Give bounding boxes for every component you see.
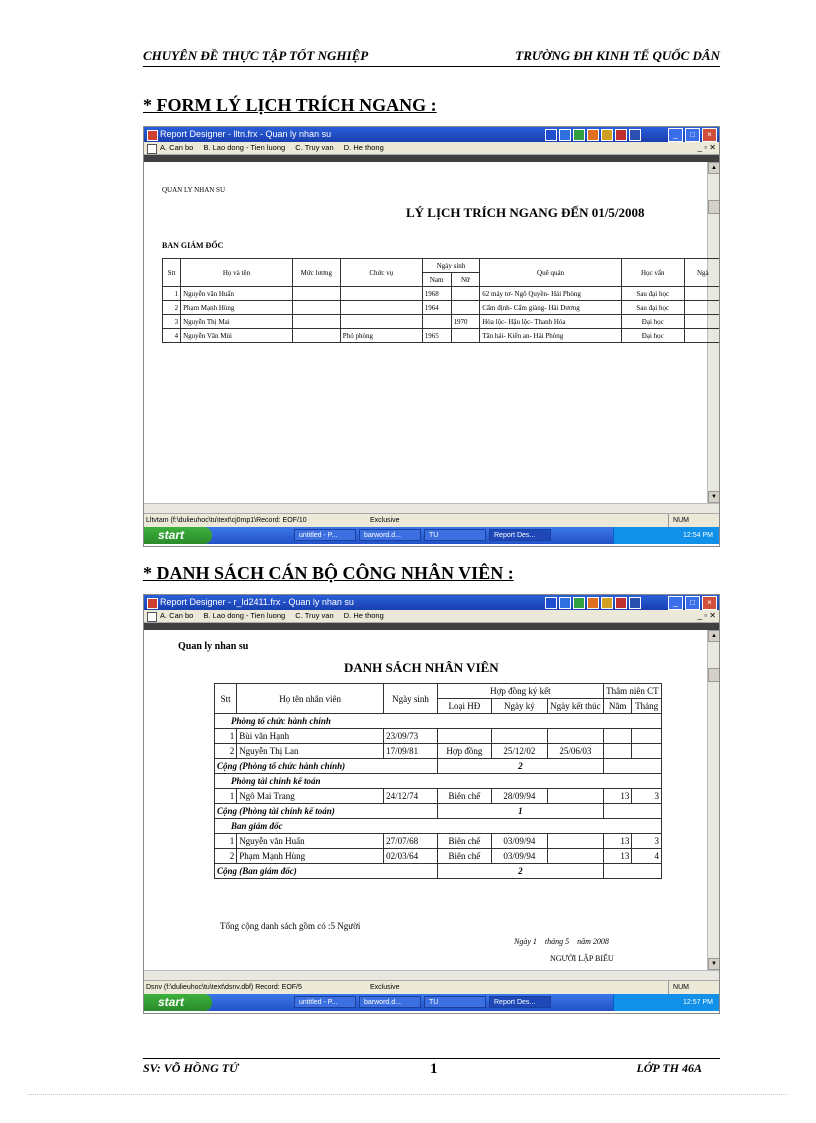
cell-birth: 27/07/68 (384, 834, 438, 849)
cell-hometown: Hòa lộc- Hậu lộc- Thanh Hóa (480, 315, 622, 329)
group-header (215, 774, 662, 789)
menu-item-lao-dong[interactable]: B. Lao dong - Tien luong (203, 143, 286, 152)
toolbar-icon[interactable] (545, 129, 557, 141)
report-canvas (144, 630, 719, 970)
col-education: Học vấn (621, 259, 684, 287)
cell-birth: 02/03/64 (384, 849, 438, 864)
group-name: Phòng tổ chức hành chính (215, 714, 662, 729)
cell-end (547, 834, 603, 849)
col-birth: Ngày sinh (422, 259, 479, 273)
cell-name: Nguyễn Văn Mùi (181, 329, 293, 343)
col-position: Chức vụ (340, 259, 422, 287)
cell-male: 1968 (422, 287, 451, 301)
settings-icon[interactable] (629, 129, 641, 141)
col-contract: Hợp đồng ký kết (437, 684, 603, 699)
employee-profile-table (162, 258, 720, 343)
clock: 12:54 PM (683, 532, 713, 539)
status-exclusive: Exclusive (370, 517, 400, 524)
page-bottom-rule (28, 1094, 788, 1095)
window-title: Report Designer - lltn.frx - Quan ly nhan su (160, 129, 332, 139)
excel-icon[interactable] (573, 129, 585, 141)
settings-icon[interactable] (629, 597, 641, 609)
toolbar-icons (545, 129, 641, 141)
group-total (215, 804, 662, 819)
group-name: Phòng tài chính kế toán (215, 774, 662, 789)
report-org: QUAN LY NHAN SU (162, 186, 226, 194)
col-end-date: Ngày kết thúc (547, 699, 603, 714)
task-tu[interactable]: TU (424, 529, 486, 541)
col-female: Nữ (451, 273, 480, 287)
taskbar (144, 994, 719, 1011)
window-title: Report Designer - r_ld2411.frx - Quan ly nhan su (160, 597, 354, 607)
col-stt: Stt (215, 684, 237, 714)
report-title: LÝ LỊCH TRÍCH NGANG ĐẾN 01/5/2008 (406, 205, 645, 220)
table-row (215, 789, 662, 804)
table-row (163, 315, 721, 329)
total-count: 2 (437, 759, 603, 774)
scroll-up-icon[interactable]: ▲ (708, 630, 720, 642)
window-controls (668, 128, 717, 142)
task-report-designer[interactable]: Report Des... (489, 529, 551, 541)
menu-item-can-bo[interactable]: A. Can bo (160, 143, 194, 152)
section-title-1: * FORM LÝ LỊCH TRÍCH NGANG : (143, 95, 437, 115)
task-untitled[interactable]: untitled - P... (294, 996, 356, 1008)
col-seniority: Thâm niên CT (603, 684, 661, 699)
cell-end (547, 729, 603, 744)
col-name: Họ và tên (181, 259, 293, 287)
status-bar (144, 980, 719, 994)
menu-item-he-thong[interactable]: D. He thong (343, 611, 384, 620)
table-row (215, 834, 662, 849)
app-icon (147, 130, 158, 141)
cell-stt: 1 (215, 834, 237, 849)
report-signer: NGƯỜI LẬP BIỂU (550, 954, 614, 963)
cell-female (451, 301, 480, 315)
cell-type: Biên chế (437, 834, 491, 849)
window-titlebar (144, 595, 719, 610)
cell-name: Nguyễn Thị Lan (237, 744, 384, 759)
total-count: 2 (437, 864, 603, 879)
cell-name: Bùi văn Hạnh (237, 729, 384, 744)
cell-female (451, 329, 480, 343)
col-contract-type: Loại HĐ (437, 699, 491, 714)
total-blank (603, 864, 661, 879)
cell-month: 3 (632, 834, 662, 849)
close-button[interactable]: × (702, 128, 717, 142)
window-titlebar (144, 127, 719, 142)
cell-salary (292, 315, 340, 329)
footer-student: SV: VÕ HỒNG TỨ (143, 1061, 239, 1075)
table-row (163, 301, 721, 315)
total-blank (603, 804, 661, 819)
report-title: DANH SÁCH NHÂN VIÊN (344, 660, 499, 675)
start-button[interactable]: start (144, 527, 212, 544)
cell-stt: 2 (215, 744, 237, 759)
cell-stt: 4 (163, 329, 181, 343)
vertical-scrollbar[interactable] (707, 630, 719, 970)
scroll-up-icon[interactable]: ▲ (708, 162, 720, 174)
cell-salary (292, 287, 340, 301)
total-label: Cộng (Phòng tài chính kế toán) (215, 804, 438, 819)
task-untitled[interactable]: untitled - P... (294, 529, 356, 541)
screenshot-report-designer-2 (143, 594, 720, 1014)
cell-stt: 1 (163, 287, 181, 301)
folder-icon[interactable] (601, 597, 613, 609)
clock: 12:57 PM (683, 999, 713, 1006)
group-total (215, 864, 662, 879)
child-window-controls[interactable]: _ ▫ ✕ (697, 143, 716, 152)
toolbar-icon[interactable] (545, 597, 557, 609)
cell-salary (292, 329, 340, 343)
total-blank (603, 759, 661, 774)
cell-stt: 3 (163, 315, 181, 329)
group-name: Ban giám đốc (215, 819, 662, 834)
cell-type (437, 729, 491, 744)
total-label: Cộng (Phòng tổ chức hành chính) (215, 759, 438, 774)
menu-bar (144, 142, 719, 155)
page-number: 1 (430, 1061, 438, 1077)
cell-signed: 28/09/94 (491, 789, 547, 804)
cell-stt: 1 (215, 789, 237, 804)
report-date: Ngày 1 tháng 5 năm 2008 (514, 937, 609, 946)
window-controls (668, 596, 717, 610)
cell-salary (292, 301, 340, 315)
scroll-down-icon[interactable]: ▼ (708, 958, 720, 970)
status-num: NUM (668, 514, 689, 527)
cell-male: 1964 (422, 301, 451, 315)
task-tu[interactable]: TU (424, 996, 486, 1008)
cell-end (547, 789, 603, 804)
cell-month (632, 744, 662, 759)
minimize-button[interactable]: _ (668, 596, 683, 610)
col-hometown: Quê quán (480, 259, 622, 287)
task-barword[interactable]: barword.d... (359, 529, 421, 541)
word-icon[interactable] (559, 597, 571, 609)
status-num: NUM (668, 981, 689, 994)
cell-month (632, 729, 662, 744)
cell-year (603, 729, 632, 744)
group-total (215, 759, 662, 774)
cell-year: 13 (603, 834, 632, 849)
report-canvas (144, 162, 719, 503)
report-summary: Tổng cộng danh sách gồm có :5 Người (220, 921, 361, 931)
status-record: Lltvtam (f:\dulieuhoc\tu\text\cj0mp1\Record: EOF/10 (146, 517, 307, 524)
cell-type: Hợp đồng (437, 744, 491, 759)
scroll-thumb[interactable] (708, 668, 720, 682)
cell-birth: 17/09/81 (384, 744, 438, 759)
cell-education: Sau đại học (621, 301, 684, 315)
cell-birth: 23/09/73 (384, 729, 438, 744)
screenshot-report-designer-1 (143, 126, 720, 547)
cell-name: Nguyễn văn Huấn (181, 287, 293, 301)
cell-year: 13 (603, 789, 632, 804)
toolbar-icons (545, 597, 641, 609)
page-header (143, 46, 720, 67)
cell-extra (684, 315, 720, 329)
table-row (163, 329, 721, 343)
table-row (215, 744, 662, 759)
system-tray (613, 527, 719, 544)
status-record: Dsnv (f:\dulieuhoc\tu\text\dsnv.dbf) Record: EOF/5 (146, 984, 302, 991)
cell-end (547, 849, 603, 864)
cell-name: Phạm Mạnh Hùng (181, 301, 293, 315)
start-button[interactable]: start (144, 994, 212, 1011)
task-report-designer[interactable]: Report Des... (489, 996, 551, 1008)
horizontal-scrollbar[interactable] (144, 970, 719, 980)
status-exclusive: Exclusive (370, 984, 400, 991)
table-row (215, 849, 662, 864)
cell-stt: 1 (215, 729, 237, 744)
menu-item-he-thong[interactable]: D. He thong (343, 143, 384, 152)
powerpoint-icon[interactable] (587, 129, 599, 141)
col-year: Năm (603, 699, 632, 714)
cell-position (340, 315, 422, 329)
cell-education: Đại học (621, 315, 684, 329)
cell-type: Biên chế (437, 849, 491, 864)
cell-month: 4 (632, 849, 662, 864)
header-left: CHUYÊN ĐỀ THỰC TẬP TỐT NGHIỆP (143, 48, 369, 63)
ruler (144, 623, 719, 630)
menu-item-truy-van[interactable]: C. Truy van (295, 143, 334, 152)
cell-name: Ngô Mai Trang (237, 789, 384, 804)
report-department: BAN GIÁM ĐỐC (162, 241, 224, 250)
col-signed-date: Ngày ký (491, 699, 547, 714)
report-org: Quan ly nhan su (178, 641, 249, 652)
cell-type: Biên chế (437, 789, 491, 804)
menu-item-lao-dong[interactable]: B. Lao dong - Tien luong (203, 611, 286, 620)
section-title-2: * DANH SÁCH CÁN BỘ CÔNG NHÂN VIÊN : (143, 563, 514, 583)
cell-signed: 25/12/02 (491, 744, 547, 759)
menu-icon (147, 144, 157, 154)
folder-icon[interactable] (601, 129, 613, 141)
excel-icon[interactable] (573, 597, 585, 609)
cell-female: 1970 (451, 315, 480, 329)
task-list (294, 996, 551, 1008)
cell-position (340, 287, 422, 301)
cell-education: Sau đại học (621, 287, 684, 301)
header-right: TRƯỜNG ĐH KINH TẾ QUỐC DÂN (515, 48, 720, 63)
word-icon[interactable] (559, 129, 571, 141)
page-footer (143, 1058, 720, 1079)
horizontal-scrollbar[interactable] (144, 503, 719, 513)
ruler (144, 155, 719, 162)
group-header (215, 714, 662, 729)
group-header (215, 819, 662, 834)
cell-year: 13 (603, 849, 632, 864)
cell-name: Nguyễn Thị Mai (181, 315, 293, 329)
system-tray (613, 994, 719, 1011)
menu-icon (147, 612, 157, 622)
cell-male: 1965 (422, 329, 451, 343)
cell-female (451, 287, 480, 301)
taskbar (144, 527, 719, 544)
total-label: Cộng (Ban giám đốc) (215, 864, 438, 879)
access-icon[interactable] (615, 129, 627, 141)
cell-position: Phó phòng (340, 329, 422, 343)
scroll-down-icon[interactable]: ▼ (708, 491, 720, 503)
total-count: 1 (437, 804, 603, 819)
task-barword[interactable]: barword.d... (359, 996, 421, 1008)
powerpoint-icon[interactable] (587, 597, 599, 609)
col-salary: Mức lương (292, 259, 340, 287)
cell-month: 3 (632, 789, 662, 804)
col-month: Tháng (632, 699, 662, 714)
cell-position (340, 301, 422, 315)
cell-signed: 03/09/94 (491, 849, 547, 864)
col-birth: Ngày sinh (384, 684, 438, 714)
col-male: Nam (422, 273, 451, 287)
cell-name: Nguyễn văn Huấn (237, 834, 384, 849)
child-window-controls[interactable]: _ ▫ ✕ (697, 611, 716, 620)
cell-stt: 2 (215, 849, 237, 864)
cell-birth: 24/12/74 (384, 789, 438, 804)
table-row (163, 287, 721, 301)
menu-item-truy-van[interactable]: C. Truy van (295, 611, 334, 620)
close-button[interactable]: × (702, 596, 717, 610)
cell-stt: 2 (163, 301, 181, 315)
col-name: Họ tên nhân viên (237, 684, 384, 714)
cell-hometown: Tân hải- Kiến an- Hải Phòng (480, 329, 622, 343)
cell-signed (491, 729, 547, 744)
minimize-button[interactable]: _ (668, 128, 683, 142)
cell-name: Phạm Mạnh Hùng (237, 849, 384, 864)
app-icon (147, 598, 158, 609)
cell-year (603, 744, 632, 759)
cell-hometown: Cẩm định- Cẩm giàng- Hải Dương (480, 301, 622, 315)
cell-male (422, 315, 451, 329)
cell-hometown: 62 máy tơ- Ngô Quyền- Hải Phòng (480, 287, 622, 301)
access-icon[interactable] (615, 597, 627, 609)
col-extra: Ngà (684, 259, 720, 287)
status-bar (144, 513, 719, 527)
cell-extra (684, 301, 720, 315)
menu-item-can-bo[interactable]: A. Can bo (160, 611, 194, 620)
cell-end: 25/06/03 (547, 744, 603, 759)
scroll-thumb[interactable] (708, 200, 720, 214)
table-row (215, 729, 662, 744)
employee-list-table (214, 683, 662, 879)
menu-bar (144, 610, 719, 623)
cell-signed: 03/09/94 (491, 834, 547, 849)
maximize-button[interactable]: □ (685, 596, 700, 610)
cell-extra (684, 287, 720, 301)
cell-education: Đại học (621, 329, 684, 343)
task-list (294, 529, 551, 541)
cell-extra (684, 329, 720, 343)
footer-class: LỚP TH 46A (636, 1061, 702, 1075)
maximize-button[interactable]: □ (685, 128, 700, 142)
col-stt: Stt (163, 259, 181, 287)
